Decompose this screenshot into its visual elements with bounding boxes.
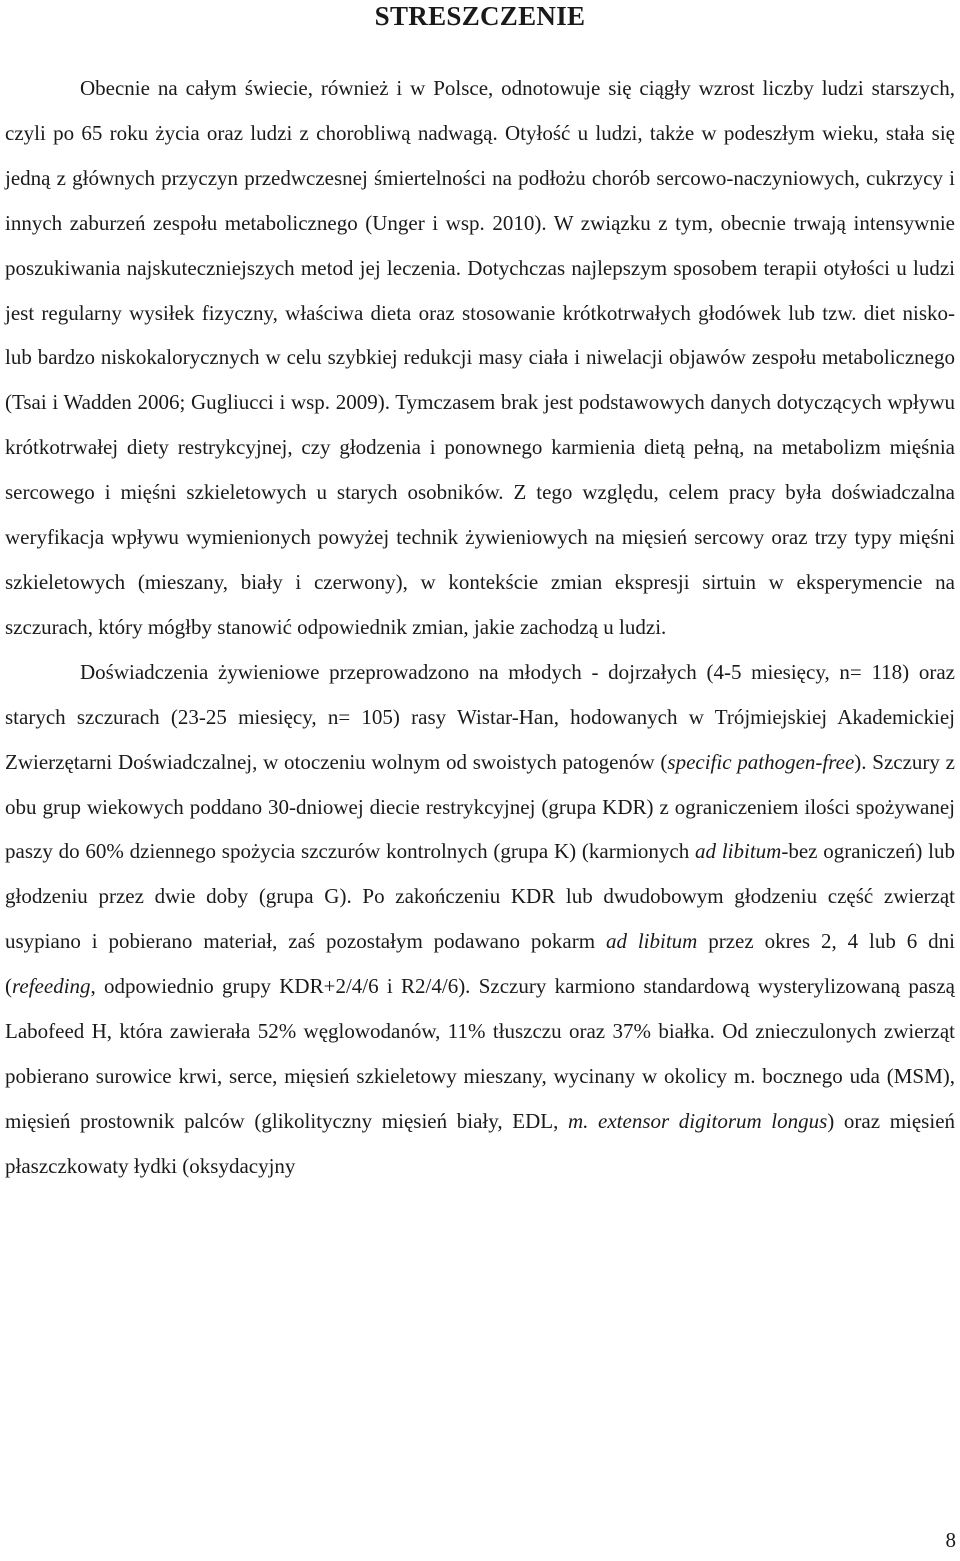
text-run: ) oraz mięsień płaszczkowaty łydki (oksydacyjny xyxy=(5,1108,956,1178)
paragraph-1 xyxy=(5,66,955,650)
page-number: 8 xyxy=(945,1528,956,1552)
italic-run: refeeding xyxy=(12,974,91,999)
page-title: STRESZCZENIE xyxy=(374,1,586,31)
text-run: ). Szczury z obu grup wiekowych poddano 30-dniowej diecie restrykcyjnej (grupa KDR) z ograniczeniem ilości spożywanej paszy do 60% dziennego spożycia szczurów kontrolnych (grupa K) (karmionych xyxy=(5,749,955,864)
italic-run: ad libitum xyxy=(605,929,698,954)
paragraph-2 xyxy=(5,650,955,1189)
italic-run: ad libitum xyxy=(695,839,782,864)
abstract-body xyxy=(5,66,955,1189)
italic-run: specific pathogen-free xyxy=(667,749,855,774)
italic-run: m. extensor digitorum longus xyxy=(567,1108,828,1133)
text-run: przez okres 2, 4 lub 6 dni ( xyxy=(5,929,955,999)
text-run: , odpowiednio grupy KDR+2/4/6 i R2/4/6). Szczury karmiono standardową wysterylizowaną paszą Labofeed H, która zawierała 52% węglowodanów, 11% tłuszczu oraz 37% białka. Od znieczulonych zwierząt pobierano surowice krwi, serce, mięsień szkieletowy mieszany, wycinany w okolicy m. bocznego uda (MSM), mięsień prostownik palców (glikolityczny mięsień biały, EDL, xyxy=(5,974,955,1133)
text-run: Doświadczenia żywieniowe przeprowadzono na młodych - dojrzałych (4-5 miesięcy, n= 118) oraz starych szczurach (23-25 miesięcy, n= 105) rasy Wistar-Han, hodowanych w Trójmiejskiej Akademickiej Zwierzętarni Doświadczalnej, w otoczeniu wolnym od swoistych patogenów ( xyxy=(5,659,955,774)
text-run: Obecnie na całym świecie, również i w Polsce, odnotowuje się ciągły wzrost liczby ludzi starszych, czyli po 65 roku życia oraz ludzi z chorobliwą nadwagą. Otyłość u ludzi, także w podeszłym wieku, stała się jedną z głównych przyczyn przedwczesnej śmiertelności na podłożu chorób sercowo-naczyniowych, cukrzycy i innych zaburzeń zespołu metabolicznego (Unger i wsp. 2010). W związku z tym, obecnie trwają intensywnie poszukiwania najskuteczniejszych metod jej leczenia. Dotychczas najlepszym sposobem terapii otyłości u ludzi jest regularny wysiłek fizyczny, właściwa dieta oraz stosowanie krótkotrwałych głodówek lub tzw. diet nisko- lub bardzo niskokalorycznych w celu szybkiej redukcji masy ciała i niwelacji objawów zespołu metabolicznego (Tsai i Wadden 2006; Gugliucci i wsp. 2009). Tymczasem brak jest podstawowych danych dotyczących wpływu krótkotrwałej diety restrykcyjnej, czy głodzenia i ponownego karmienia dietą pełną, na metabolizm mięśnia sercowego i mięśni szkieletowych u starych osobników. Z tego względu, celem pracy była doświadczalna weryfikacja wpływu wymienionych powyżej technik żywieniowych na mięsień sercowy oraz trzy typy mięśni szkieletowych (mieszany, biały i czerwony), w kontekście zmian ekspresji sirtuin w eksperymencie na szczurach, który mógłby stanowić odpowiednik zmian, jakie zachodzą u ludzi. xyxy=(5,76,955,639)
text-run: -bez ograniczeń) lub głodzeniu przez dwie doby (grupa G). Po zakończeniu KDR lub dwudobowym głodzeniu część zwierząt usypiano i pobierano materiał, zaś pozostałym podawano pokarm xyxy=(5,839,955,954)
